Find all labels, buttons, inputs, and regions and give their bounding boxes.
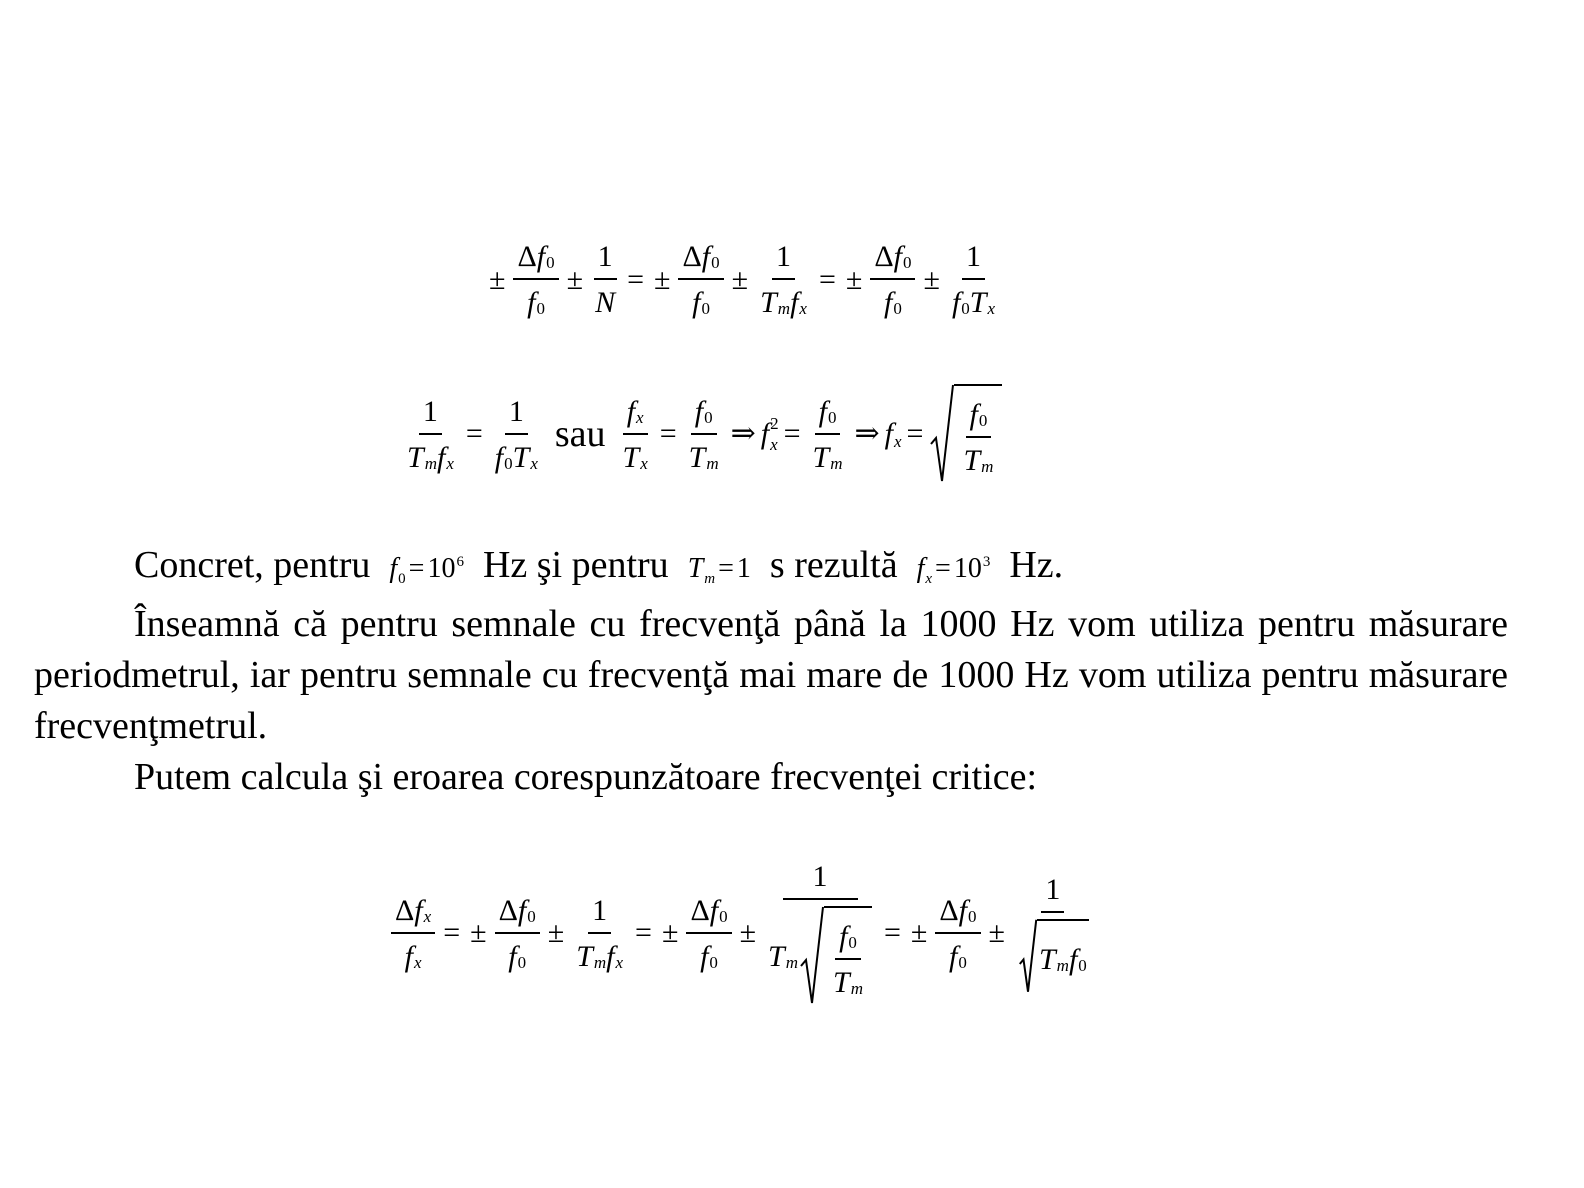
fraction: Δ f 0 f 0 [686, 894, 731, 973]
fraction: $\frac{1}{N}$ [595, 240, 616, 319]
inline-math-f0: $f_0 = 10^6$ [389, 553, 464, 587]
fraction: 1 f 0 T x [494, 394, 538, 474]
fraction: f x T x [622, 394, 648, 474]
fraction: f 0 T m [812, 394, 843, 474]
equation-2: 1 T m f x = 1 f 0 T x sau f x T x = f 0 T m ⇒ f 2 x = f 0 T m ⇒ f x = f 0 T m [400, 384, 1002, 484]
fraction: 1 T m f x [760, 240, 807, 319]
fraction: f 0 T m [688, 394, 719, 474]
radical-sign [800, 906, 824, 1006]
fraction: Δ f 0 f 0 [495, 894, 540, 973]
fraction: 1 T m f x [576, 893, 624, 973]
square-root: T m f 0 [1019, 919, 1089, 994]
body-text [34, 540, 1508, 803]
fraction: Δ f 0 f 0 [870, 240, 915, 319]
fraction: f 0 T m [833, 919, 863, 999]
fraction: 1 T m f 0 [1013, 873, 1093, 994]
fraction: Δ f x f x [391, 894, 435, 973]
paragraph-2: Înseamnă că pentru semnale cu frecvenţă până la 1000 Hz vom utiliza pentru măsurare periodmetrul, iar pentru semnale cu frecvenţă mai mare de 1000 Hz vom utiliza pentru măsurare frecvenţmetrul. [34, 603, 1508, 747]
fraction: Δ f 0 f 0 [935, 894, 980, 973]
paragraph-3: Putem calcula şi eroarea corespunzătoare frecvenţei critice: [134, 756, 1038, 798]
conjunction-word: sau [554, 413, 606, 455]
fraction: 1 f 0 T x [951, 240, 996, 319]
square-root [800, 906, 872, 1006]
fraction: Δ f 0 f 0 [678, 240, 723, 319]
inline-math-tm: $T_m = 1$ [687, 553, 751, 587]
fraction: Δ f 0 f 0 [513, 240, 558, 319]
equation-1: ± Δ f 0 f 0 ± $\frac{1}{N}$ = ± Δ f 0 f 0 ± 1 T m f x = ± Δ f 0 f 0 ± 1 f 0 T x [484, 240, 1002, 319]
fraction: 1 T m f 0 T m [764, 860, 876, 1006]
paragraph-1: Concret, pentru $f_0 = 10^6$ Hz şi pentru $T_m = 1$ s rezultă $f_x = 10^3$ Hz. [134, 544, 1064, 587]
radical-sign [930, 384, 954, 484]
fraction: f 0 T m [963, 397, 994, 477]
square-root [930, 384, 1002, 484]
radical-sign [1019, 919, 1037, 994]
inline-math-fx: $f_x = 10^3$ [916, 553, 991, 587]
fraction: 1 T m f x [407, 394, 454, 474]
equation-3: Δ f x f x = ± Δ f 0 f 0 ± 1 T m f x = ± Δ f 0 f 0 ± 1 T m f 0 T m = ± Δ f 0 f 0 ± 1 T m f 0 [388, 860, 1096, 1006]
